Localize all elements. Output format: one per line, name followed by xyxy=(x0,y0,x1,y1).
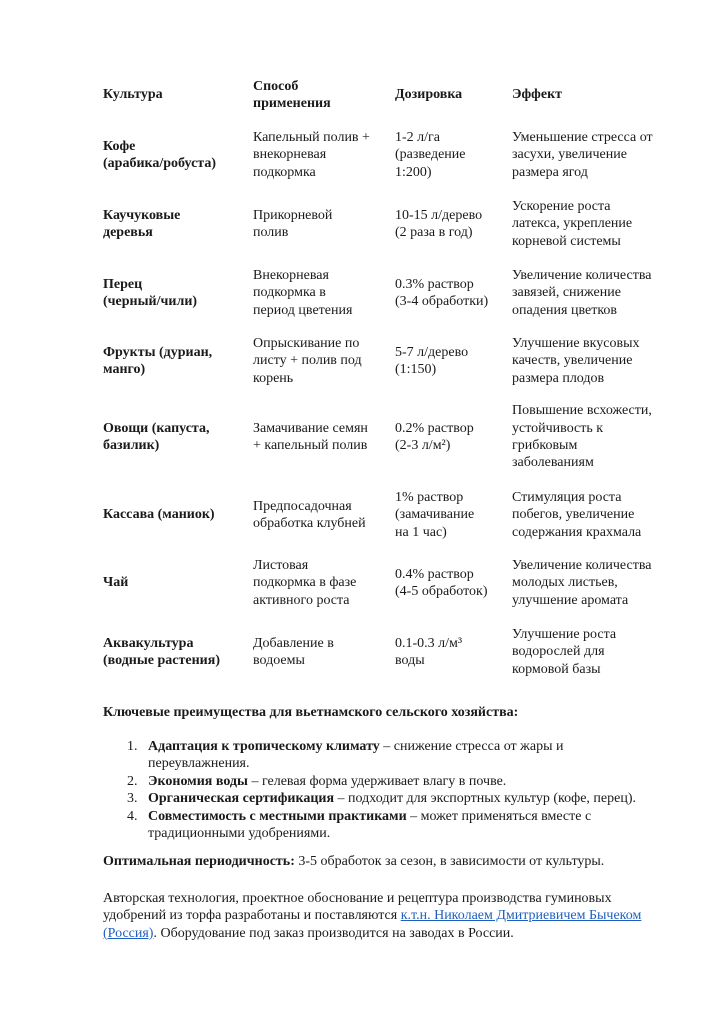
list-item-title: Экономия воды xyxy=(148,774,248,789)
periodicity-text: 3-5 обработок за сезон, в зависимости от культуры. xyxy=(294,854,605,869)
cell-effect: Повышение всхожести, устойчивость к грибковым заболеваниям xyxy=(512,403,652,471)
cell-culture: Фрукты (дуриан, манго) xyxy=(103,344,213,377)
list-item-text: – может применяться вместе с традиционными удобрениями. xyxy=(148,809,592,842)
cell-dosage: 0.1-0.3 л/м³ воды xyxy=(395,635,463,668)
cell-culture: Кассава (маниок) xyxy=(103,507,215,523)
footer-text-end: . Оборудование под заказ производится на заводах в России. xyxy=(153,925,514,941)
cell-dosage: 0.4% раствор (4-5 обработок) xyxy=(395,566,488,599)
cell-effect: Увеличение количества молодых листьев, улучшение аромата xyxy=(512,557,652,608)
list-item-text: – гелевая форма удерживает влагу в почве. xyxy=(247,774,507,789)
footer-text: Авторская технология, проектное обоснование и рецептура производства гуминовых удобрений из торфа разработаны и поставляются xyxy=(103,891,612,924)
header-culture: Культура xyxy=(103,87,163,103)
list-item-text: – подходит для экспортных культур (кофе, перец). xyxy=(334,791,636,806)
cell-effect: Увеличение количества завязей, снижение опадения цветков xyxy=(512,267,652,318)
cell-culture: Перец (черный/чили) xyxy=(103,276,198,309)
cell-dosage: 0.2% раствор (2-3 л/м²) xyxy=(395,420,474,453)
list-number: 2. xyxy=(127,774,138,789)
cell-method: Прикорневой полив xyxy=(253,207,333,240)
cell-effect: Улучшение роста водорослей для кормовой базы xyxy=(512,626,617,677)
cell-effect: Уменьшение стресса от засухи, увеличение размера ягод xyxy=(512,129,653,180)
cell-dosage: 5-7 л/дерево (1:150) xyxy=(395,344,469,377)
cell-culture: Кофе (арабика/робуста) xyxy=(103,138,217,171)
cell-dosage: 1% раствор (замачивание на 1 час) xyxy=(395,489,475,540)
cell-method: Листовая подкормка в фазе активного роста xyxy=(253,557,357,608)
list-number: 1. xyxy=(127,739,138,754)
header-method: Способ применения xyxy=(253,78,331,111)
advantages-heading: Ключевые преимущества для вьетнамского сельского хозяйства: xyxy=(103,705,519,720)
list-item-title: Органическая сертификация xyxy=(148,791,335,806)
cell-method: Замачивание семян + капельный полив xyxy=(253,420,368,453)
cell-culture: Овощи (капуста, базилик) xyxy=(103,420,210,453)
cell-effect: Ускорение роста латекса, укрепление корневой системы xyxy=(512,198,633,249)
cell-dosage: 0.3% раствор (3-4 обработки) xyxy=(395,276,489,309)
cell-culture: Чай xyxy=(103,575,129,591)
cell-culture: Каучуковые деревья xyxy=(103,207,181,240)
cell-method: Капельный полив + внекорневая подкормка xyxy=(253,129,370,180)
cell-effect: Улучшение вкусовых качеств, увеличение размера плодов xyxy=(512,335,640,386)
cell-method: Внекорневая подкормка в период цветения xyxy=(253,267,353,318)
cell-effect: Стимуляция роста побегов, увеличение содержания крахмала xyxy=(512,489,642,540)
cell-dosage: 1-2 л/га (разведение 1:200) xyxy=(395,129,466,180)
author-link[interactable]: к.т.н. Николаем Дмитриевичем Бычеком (Россия) xyxy=(103,908,642,941)
table-row xyxy=(0,392,724,482)
cell-method: Предпосадочная обработка клубней xyxy=(253,498,366,531)
cell-method: Добавление в водоемы xyxy=(253,635,334,668)
list-number: 4. xyxy=(127,809,138,824)
list-number: 3. xyxy=(127,791,138,806)
cell-method: Опрыскивание по листу + полив под корень xyxy=(253,335,362,386)
list-item-text: – снижение стресса от жары и переувлажнения. xyxy=(148,739,564,772)
table-row xyxy=(0,607,724,697)
cell-culture: Аквакультура (водные растения) xyxy=(103,635,220,668)
header-effect: Эффект xyxy=(512,87,563,103)
periodicity-label: Оптимальная периодичность: xyxy=(103,854,295,869)
list-item-title: Адаптация к тропическому климату xyxy=(148,739,380,754)
footer-paragraph xyxy=(103,890,673,942)
cell-dosage: 10-15 л/дерево (2 раза в год) xyxy=(395,207,483,240)
list-item-title: Совместимость с местными практиками xyxy=(148,809,407,824)
header-dosage: Дозировка xyxy=(395,87,463,103)
periodicity-paragraph xyxy=(103,853,683,870)
